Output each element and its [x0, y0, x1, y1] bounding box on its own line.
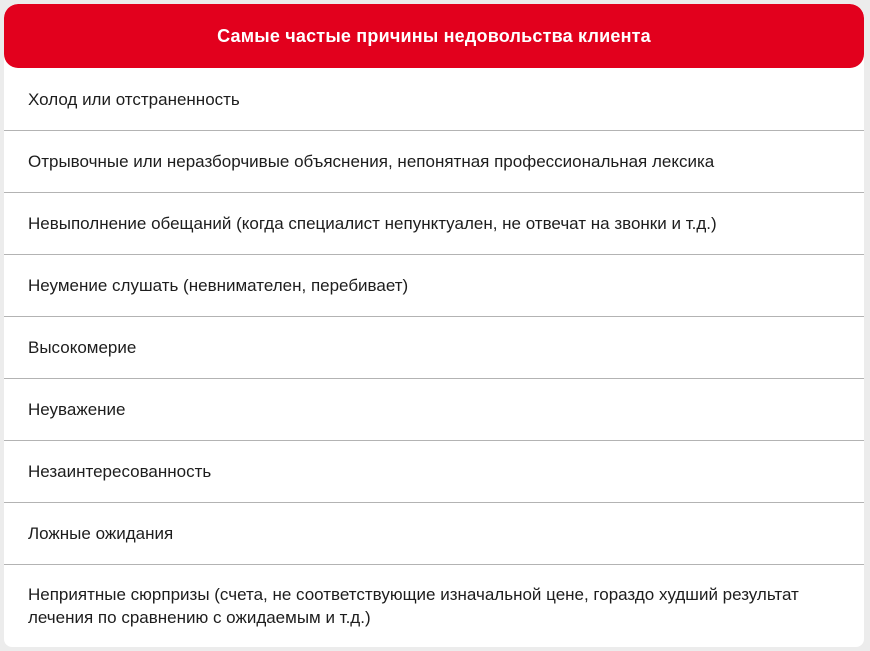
table-row	[4, 564, 864, 646]
table-row	[4, 378, 864, 440]
table-row-text: Неумение слушать (невнимателен, перебивает)	[28, 276, 409, 295]
table-row	[4, 192, 864, 254]
table-row-text: Отрывочные или неразборчивые объяснения, непонятная профессиональная лексика	[28, 152, 715, 171]
table-row-text: Ложные ожидания	[28, 524, 174, 543]
table-title: Самые частые причины недовольства клиента	[217, 25, 651, 46]
table-row-text: Незаинтересованность	[28, 462, 212, 481]
table-row	[4, 316, 864, 378]
table-row-text: Неуважение	[28, 400, 126, 419]
table-rows	[4, 68, 864, 646]
table-header	[4, 4, 864, 68]
table-row	[4, 502, 864, 564]
table-row	[4, 68, 864, 130]
table-row	[4, 130, 864, 192]
complaints-table-card	[4, 4, 864, 647]
table-row-text: Невыполнение обещаний (когда специалист непунктуален, не отвечат на звонки и т.д.)	[28, 214, 717, 233]
table-row	[4, 440, 864, 502]
table-row-text: Холод или отстраненность	[28, 89, 240, 109]
table-row-text: Неприятные сюрпризы (счета, не соответствующие изначальной цене, гораздо худший результат лечения по сравнению с ожидаемым и т.д.)	[28, 584, 799, 627]
table-row	[4, 254, 864, 316]
table-row-text: Высокомерие	[28, 338, 137, 357]
